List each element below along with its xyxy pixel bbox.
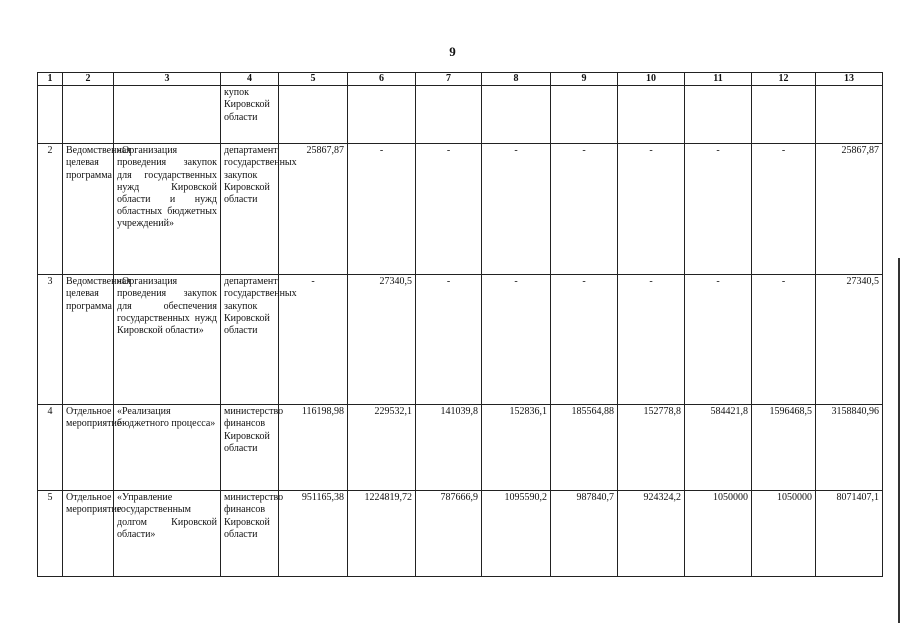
value-cell: 141039,8 bbox=[416, 405, 482, 491]
value-cell: - bbox=[685, 144, 752, 275]
row-executor: министерство финансов Кировской области bbox=[221, 491, 279, 577]
table-row bbox=[38, 275, 883, 405]
value-cell: 584421,8 bbox=[685, 405, 752, 491]
value-cell: 1596468,5 bbox=[752, 405, 816, 491]
row-name: «Организация проведения закупок для обеспечения государственных нужд Кировской области» bbox=[114, 275, 221, 405]
column-number: 7 bbox=[416, 73, 482, 86]
value-cell bbox=[482, 86, 551, 144]
value-cell: - bbox=[618, 275, 685, 405]
value-cell bbox=[348, 86, 416, 144]
row-type: Отдельное мероприятие bbox=[63, 491, 114, 577]
column-number-row bbox=[38, 73, 883, 86]
value-cell: 152836,1 bbox=[482, 405, 551, 491]
value-cell: - bbox=[551, 144, 618, 275]
page-number: 9 bbox=[449, 44, 456, 59]
column-number: 12 bbox=[752, 73, 816, 86]
row-name bbox=[114, 86, 221, 144]
table-row bbox=[38, 405, 883, 491]
row-number: 2 bbox=[38, 144, 63, 275]
row-number: 3 bbox=[38, 275, 63, 405]
value-cell: 787666,9 bbox=[416, 491, 482, 577]
row-number: 5 bbox=[38, 491, 63, 577]
value-cell: 116198,98 bbox=[279, 405, 348, 491]
row-type bbox=[63, 86, 114, 144]
value-cell: 229532,1 bbox=[348, 405, 416, 491]
value-cell bbox=[752, 86, 816, 144]
value-cell: 951165,38 bbox=[279, 491, 348, 577]
row-type: Ведомственная целевая программа bbox=[63, 275, 114, 405]
total-cell: 27340,5 bbox=[816, 275, 883, 405]
value-cell: - bbox=[551, 275, 618, 405]
row-name: «Реализация бюджетного процесса» bbox=[114, 405, 221, 491]
table-row bbox=[38, 86, 883, 144]
column-number: 2 bbox=[63, 73, 114, 86]
value-cell bbox=[551, 86, 618, 144]
value-cell: 1095590,2 bbox=[482, 491, 551, 577]
column-number: 1 bbox=[38, 73, 63, 86]
value-cell: 152778,8 bbox=[618, 405, 685, 491]
total-cell bbox=[816, 86, 883, 144]
column-number: 11 bbox=[685, 73, 752, 86]
total-cell: 25867,87 bbox=[816, 144, 883, 275]
row-number: 4 bbox=[38, 405, 63, 491]
column-number: 9 bbox=[551, 73, 618, 86]
value-cell: - bbox=[685, 275, 752, 405]
row-executor: департамент государственных закупок Кировской области bbox=[221, 275, 279, 405]
column-number: 5 bbox=[279, 73, 348, 86]
budget-table bbox=[37, 72, 883, 577]
value-cell: 27340,5 bbox=[348, 275, 416, 405]
value-cell: 1224819,72 bbox=[348, 491, 416, 577]
column-number: 3 bbox=[114, 73, 221, 86]
value-cell: - bbox=[618, 144, 685, 275]
column-number: 8 bbox=[482, 73, 551, 86]
value-cell: 924324,2 bbox=[618, 491, 685, 577]
margin-line bbox=[898, 258, 900, 623]
total-cell: 8071407,1 bbox=[816, 491, 883, 577]
column-number: 6 bbox=[348, 73, 416, 86]
row-type: Ведомственная целевая программа bbox=[63, 144, 114, 275]
row-executor: департамент государственных закупок Кировской области bbox=[221, 144, 279, 275]
table-row bbox=[38, 491, 883, 577]
row-number bbox=[38, 86, 63, 144]
value-cell: - bbox=[348, 144, 416, 275]
column-number: 13 bbox=[816, 73, 883, 86]
value-cell: - bbox=[416, 144, 482, 275]
value-cell: - bbox=[482, 144, 551, 275]
value-cell bbox=[685, 86, 752, 144]
value-cell: - bbox=[482, 275, 551, 405]
value-cell bbox=[416, 86, 482, 144]
value-cell: - bbox=[279, 275, 348, 405]
row-type: Отдельное мероприятие bbox=[63, 405, 114, 491]
total-cell: 3158840,96 bbox=[816, 405, 883, 491]
value-cell: 25867,87 bbox=[279, 144, 348, 275]
value-cell: 1050000 bbox=[685, 491, 752, 577]
value-cell bbox=[279, 86, 348, 144]
value-cell: 987840,7 bbox=[551, 491, 618, 577]
column-number: 10 bbox=[618, 73, 685, 86]
column-number: 4 bbox=[221, 73, 279, 86]
row-name: «Управление государственным долгом Кировской области» bbox=[114, 491, 221, 577]
table-row bbox=[38, 144, 883, 275]
row-name: «Организация проведения закупок для государственных нужд Кировской области и нужд областных бюджетных учреждений» bbox=[114, 144, 221, 275]
value-cell: - bbox=[752, 144, 816, 275]
value-cell: 1050000 bbox=[752, 491, 816, 577]
value-cell: - bbox=[416, 275, 482, 405]
row-executor: министерство финансов Кировской области bbox=[221, 405, 279, 491]
value-cell: - bbox=[752, 275, 816, 405]
value-cell bbox=[618, 86, 685, 144]
value-cell: 185564,88 bbox=[551, 405, 618, 491]
row-executor: купок Кировской области bbox=[221, 86, 279, 144]
